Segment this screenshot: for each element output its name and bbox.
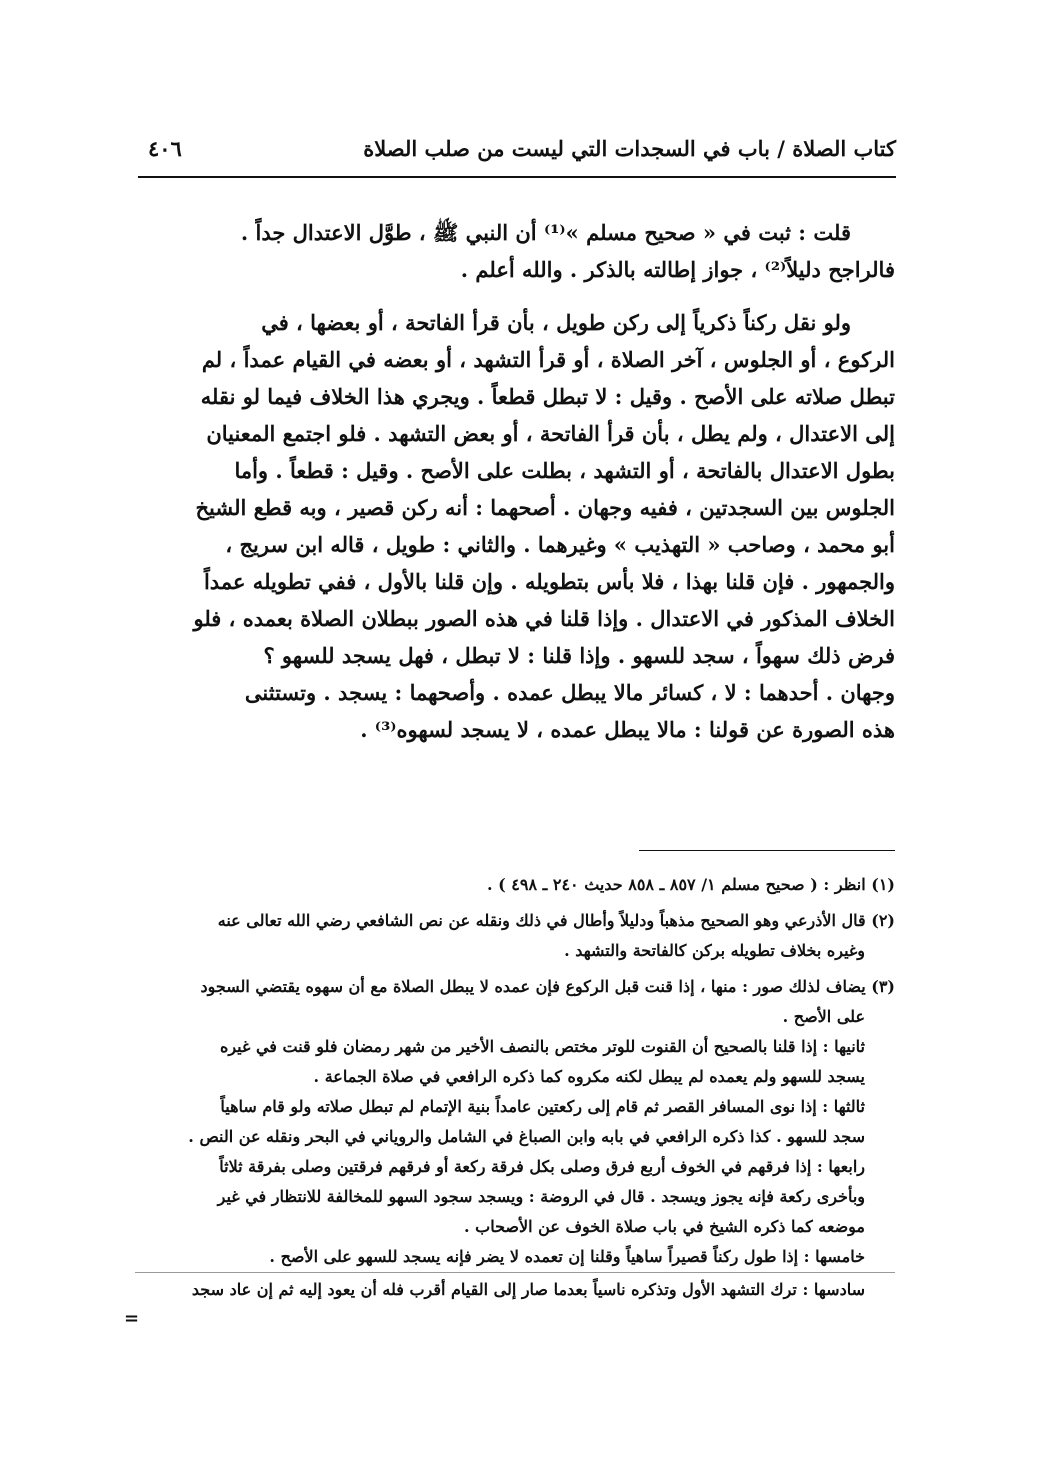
continuation-mark: = — [124, 1308, 140, 1329]
footnotes — [135, 870, 895, 1305]
text-line: وجهان . أحدهما : لا ، كسائر مالا يبطل عمده . وأصحهما : يسجد . وتستثنى — [244, 680, 895, 705]
footnote-separator — [639, 850, 895, 851]
page-number: ٤٠٦ — [148, 136, 182, 161]
paragraph-2 — [135, 304, 895, 748]
footnote-3-line: يسجد للسهو ولم يعمده لم يبطل لكنه مكروه كما ذكره الرافعي في صلاة الجماعة . — [313, 1067, 865, 1086]
footnote-1: (١) انظر : ( صحيح مسلم ١/ ٨٥٧ ـ ٨٥٨ حديث ٢٤٠ ـ ٤٩٨ ) . — [486, 875, 895, 894]
running-header — [138, 134, 896, 178]
footnote-3-line: خامسها : إذا طول ركناً قصيراً ساهياً وقلنا إن تعمده لا يضر فإنه يسجد للسهو على الأصح . — [269, 1247, 865, 1266]
footnote-3-line: سجد للسهو . كذا ذكره الرافعي في بابه وابن الصباغ في الشامل والروياني في البحر ونقله عن النص . — [188, 1127, 865, 1146]
footnote-3-line: ثالثها : إذا نوى المسافر القصر ثم قام إلى ركعتين عامداً بنية الإتمام لم تبطل صلاته ولو قام ساهياً — [220, 1097, 865, 1116]
text-line: إلى الاعتدال ، ولم يطل ، بأن قرأ الفاتحة ، أو بعض التشهد . فلو اجتمع المعنيان — [206, 421, 895, 446]
text-line: بطول الاعتدال بالفاتحة ، أو التشهد ، بطلت على الأصح . وقيل : قطعاً . وأما — [234, 458, 895, 483]
footnote-3-line: رابعها : إذا فرقهم في الخوف أربع فرق وصلى بكل فرقة ركعة أو فرقهم فرقتين وصلى بفرقة ثلاثاً — [219, 1157, 865, 1176]
text-line: والجمهور . فإن قلنا بهذا ، فلا بأس بتطويله . وإن قلنا بالأول ، ففي تطويله عمداً — [203, 569, 895, 594]
footnote-3-line: على الأصح . — [782, 1007, 865, 1026]
footnote-2: (٢) قال الأذرعي وهو الصحيح مذهباً ودليلاً وأطال في ذلك ونقله عن نص الشافعي رضي الله تعالى عنه — [217, 911, 895, 930]
text-line: أبو محمد ، وصاحب « التهذيب » وغيرهما . والثاني : طويل ، قاله ابن سريج ، — [225, 532, 895, 557]
footnote-3-line: سادسها : ترك التشهد الأول وتذكره ناسياً بعدما صار إلى القيام أقرب فله أن يعود إليه ثم إن عاد سجد — [135, 1272, 895, 1305]
text-line: الخلاف المذكور في الاعتدال . وإذا قلنا في هذه الصور ببطلان الصلاة بعمده ، فلو — [193, 606, 895, 631]
text-line: الركوع ، أو الجلوس ، آخر الصلاة ، أو قرأ التشهد ، أو بعضه في القيام عمداً ، لم — [201, 347, 895, 372]
footnote-3-line: موضعه كما ذكره الشيخ في باب صلاة الخوف عن الأصحاب . — [464, 1217, 865, 1236]
header-title: كتاب الصلاة / باب في السجدات التي ليست من صلب الصلاة — [363, 136, 896, 161]
text-line: قلت : ثبت في « صحيح مسلم »⁽¹⁾ أن النبي ﷺ ، طوَّل الاعتدال جداً . — [240, 220, 851, 245]
text-line: تبطل صلاته على الأصح . وقيل : لا تبطل قطعاً . ويجري هذا الخلاف فيما لو نقله — [200, 384, 895, 409]
text-line: هذه الصورة عن قولنا : مالا يبطل عمده ، لا يسجد لسهوه⁽³⁾ . — [360, 717, 895, 742]
text-line: الجلوس بين السجدتين ، ففيه وجهان . أصحهما : أنه ركن قصير ، وبه قطع الشيخ — [195, 495, 895, 520]
paragraph-1 — [135, 214, 895, 288]
footnote-3-line: وبأخرى ركعة فإنه يجوز ويسجد . قال في الروضة : ويسجد سجود السهو للمخالفة للانتظار في غير — [217, 1187, 865, 1206]
footnote-2-line: وغيره بخلاف تطويله بركن كالفاتحة والتشهد . — [564, 941, 865, 960]
footnote-3: (٣) يضاف لذلك صور : منها ، إذا قنت قبل الركوع فإن عمده لا يبطل الصلاة مع أن سهوه يقتضي السجود — [200, 977, 895, 996]
footnote-3-line: ثانيها : إذا قلنا بالصحيح أن القنوت للوتر مختص بالنصف الأخير من شهر رمضان فلو قنت في غيره — [219, 1037, 865, 1056]
text-line: فالراجح دليلاً⁽²⁾ ، جواز إطالته بالذكر . والله أعلم . — [460, 257, 895, 282]
text-line: ولو نقل ركناً ذكرياً إلى ركن طويل ، بأن قرأ الفاتحة ، أو بعضها ، في — [261, 310, 851, 335]
text-line: فرض ذلك سهواً ، سجد للسهو . وإذا قلنا : لا تبطل ، فهل يسجد للسهو ؟ — [263, 643, 895, 668]
